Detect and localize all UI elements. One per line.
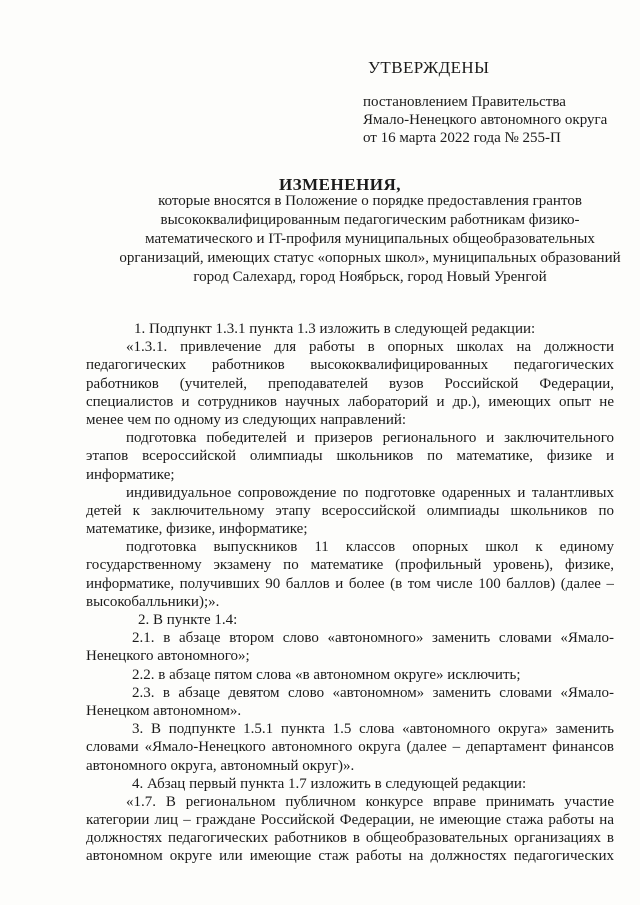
- body-line: «1.3.1. привлечение для работы в опорных школах на должности: [126, 339, 614, 356]
- body-line: менее чем по одному из следующих направлений:: [86, 411, 407, 428]
- subtitle-line: математического и IT-профиля муниципальных общеобразовательных: [145, 231, 595, 247]
- body-line: 1. Подпункт 1.3.1 пункта 1.3 изложить в следующей редакции:: [134, 321, 536, 337]
- document-body: [86, 320, 614, 866]
- body-line: 3. В подпункте 1.5.1 пункта 1.5 слова «автономного округа» заменить: [132, 721, 614, 738]
- body-line: детей к заключительному этапу всероссийской олимпиады школьников по: [86, 502, 614, 519]
- body-line: работников (учителей, преподавателей вузов Российской Федерации,: [86, 375, 614, 392]
- body-line: категории лиц – граждане Российской Федерации, не имеющие стажа работы на: [86, 812, 614, 829]
- document-title: ИЗМЕНЕНИЯ,: [278, 175, 402, 194]
- approval-line: постановлением Правительства: [363, 94, 566, 110]
- subtitle-line: высококвалифицированным педагогическим работникам физико-: [160, 212, 580, 228]
- approval-line: Ямало-Ненецкого автономного округа: [363, 112, 608, 128]
- body-line: «1.7. В региональном публичном конкурсе вправе принимать участие: [126, 793, 614, 810]
- body-line: информатике;: [86, 466, 175, 483]
- body-line: 2.3. в абзаце девятом слово «автономном» заменить словами «Ямало-: [132, 684, 614, 701]
- subtitle-line: которые вносятся в Положение о порядке предоставления грантов: [158, 193, 582, 209]
- body-line: высокобалльники);».: [86, 593, 220, 610]
- body-line: словами «Ямало-Ненецкого автономного округа (далее – департамент финансов: [86, 739, 614, 756]
- body-line: педагогических работников высококвалифицированных педагогических: [86, 357, 614, 374]
- body-line: государственному экзамену по математике (профильный уровень), физике,: [86, 557, 614, 574]
- body-line: 2. В пункте 1.4:: [138, 612, 238, 628]
- subtitle-line: организаций, имеющих статус «опорных школ», муниципальных образований: [119, 250, 621, 266]
- body-line: индивидуальное сопровождение по подготовке одаренных и талантливых: [126, 484, 614, 501]
- body-line: 2.2. в абзаце пятом слова «в автономном округе» исключить;: [132, 666, 521, 683]
- subtitle-line: город Салехард, город Ноябрьск, город Новый Уренгой: [193, 269, 547, 285]
- document-subtitle: [115, 192, 625, 287]
- approval-block: [363, 93, 607, 147]
- body-line: 2.1. в абзаце втором слово «автономного» заменить словами «Ямало-: [132, 630, 614, 647]
- body-line: Ненецкого автономного»;: [86, 648, 250, 665]
- body-line: автономном округе или имеющие стаж работы на должностях педагогических: [86, 848, 614, 865]
- body-line: подготовка победителей и призеров регионального и заключительного: [126, 430, 614, 447]
- approval-line: от 16 марта 2022 года № 255-П: [363, 130, 561, 146]
- body-line: подготовка выпускников 11 классов опорных школ к единому: [126, 539, 614, 556]
- body-line: математике, физике, информатике;: [86, 521, 308, 538]
- approved-heading: УТВЕРЖДЕНЫ: [368, 58, 490, 77]
- body-line: должностях педагогических работников в общеобразовательных организациях в: [86, 830, 614, 847]
- body-line: Ненецком автономном».: [86, 702, 242, 719]
- body-line: этапов всероссийской олимпиады школьников по математике, физике и: [86, 448, 614, 465]
- body-line: специалистов и сотрудников научных лабораторий и др.), имеющих опыт не: [86, 393, 614, 410]
- body-line: информатике, получивших 90 баллов и более (в том числе 100 баллов) (далее –: [86, 575, 614, 592]
- body-line: 4. Абзац первый пункта 1.7 изложить в следующей редакции:: [132, 775, 527, 792]
- body-line: автономного округа, автономный округ)».: [86, 757, 355, 774]
